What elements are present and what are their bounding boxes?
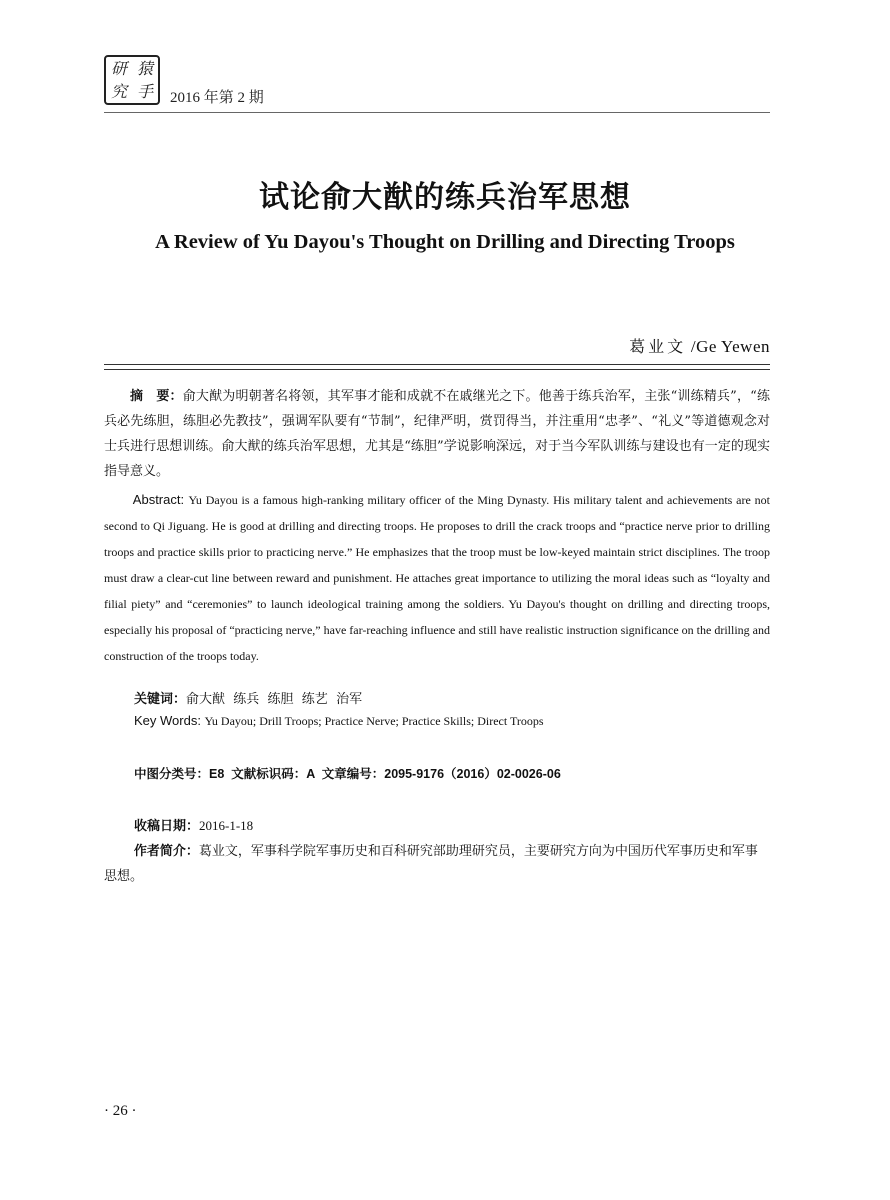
received-value: 2016-1-18 [199, 818, 254, 833]
keywords-zh-label: 关键词： [134, 691, 187, 706]
abstract-en-label: Abstract: [132, 492, 189, 507]
author-line [629, 334, 770, 357]
author-name-en: /Ge Yewen [690, 337, 770, 356]
logo-char: 研 [110, 58, 127, 78]
keywords-en-text: Yu Dayou; Drill Troops; Practice Nerve; Practice Skills; Direct Troops [204, 714, 544, 728]
author-name-zh: 葛业文 [629, 337, 687, 356]
received-label: 收稿日期： [134, 818, 200, 833]
keywords-english [134, 713, 800, 729]
abstract-zh-text: 俞大猷为明朝著名将领，其军事才能和成就不在戚继光之下。他善于练兵治军，主张“训练精兵”，“练兵必先练胆，练胆必先教技”，强调军队要有“节制”，纪律严明，赏罚得当，并注重用“忠孝”、“礼义”等道德观念对士兵进行思想训练。俞大猷的练兵治军思想，尤其是“练胆”学说影响深远，对于当今军队训练与建设也有一定的现实指导意义。 [104, 389, 770, 479]
page-number: · 26 · [104, 1103, 137, 1119]
logo-char: 手 [136, 81, 153, 101]
journal-logo [104, 55, 160, 105]
keywords-zh-text: 俞大猷 练兵 练胆 练艺 治军 [186, 692, 363, 707]
abstract-english [104, 487, 770, 669]
keywords-en-label: Key Words: [134, 713, 205, 728]
author-bio-text: 葛业文，军事科学院军事历史和百科研究部助理研究员，主要研究方向为中国历代军事历史和军事思想。 [104, 844, 758, 884]
issue-label: 2016 年第 2 期 [170, 90, 264, 106]
abstract-en-text: Yu Dayou is a famous high-ranking military officer of the Ming Dynasty. His military talent and achievements are not second to Qi Jiguang. He is good at drilling and directing troops. He proposes to drill the crack troops and “practice nerve prior to drilling troops and practice skills prior to practicing nerve.” He emphasizes that the troop must be low-keyed maintain strict disciplines. The troop must draw a clear-cut line between reward and punishment. He attaches great importance to utilizing the moral ideas such as “loyalty and filial piety” and “ceremonies” to launch ideological training among the soldiers. Yu Dayou's thought on drilling and directing troops, especially his proposal of “practicing nerve,” have far-reaching influence and still have realistic instruction significance on the drilling and construction of the troops today. [104, 493, 770, 663]
author-bio [104, 838, 770, 889]
keywords-chinese [134, 688, 800, 707]
author-bio-label: 作者简介： [133, 843, 199, 858]
abstract-zh-label: 摘 要： [130, 388, 183, 403]
abstract-chinese [104, 383, 770, 484]
title-chinese: 试论俞大猷的练兵治军思想 [259, 180, 631, 215]
author-divider-bottom [104, 369, 770, 370]
author-divider-top [104, 364, 770, 365]
received-date [134, 815, 800, 834]
header-divider [104, 112, 770, 113]
logo-char: 究 [110, 81, 127, 101]
classification-line: 中图分类号：E8 文献标识码：A 文章编号：2095-9176（2016）02-0026-06 [134, 767, 561, 781]
logo-char: 猿 [136, 58, 153, 78]
title-english: A Review of Yu Dayou's Thought on Drilling and Directing Troops [155, 231, 735, 253]
